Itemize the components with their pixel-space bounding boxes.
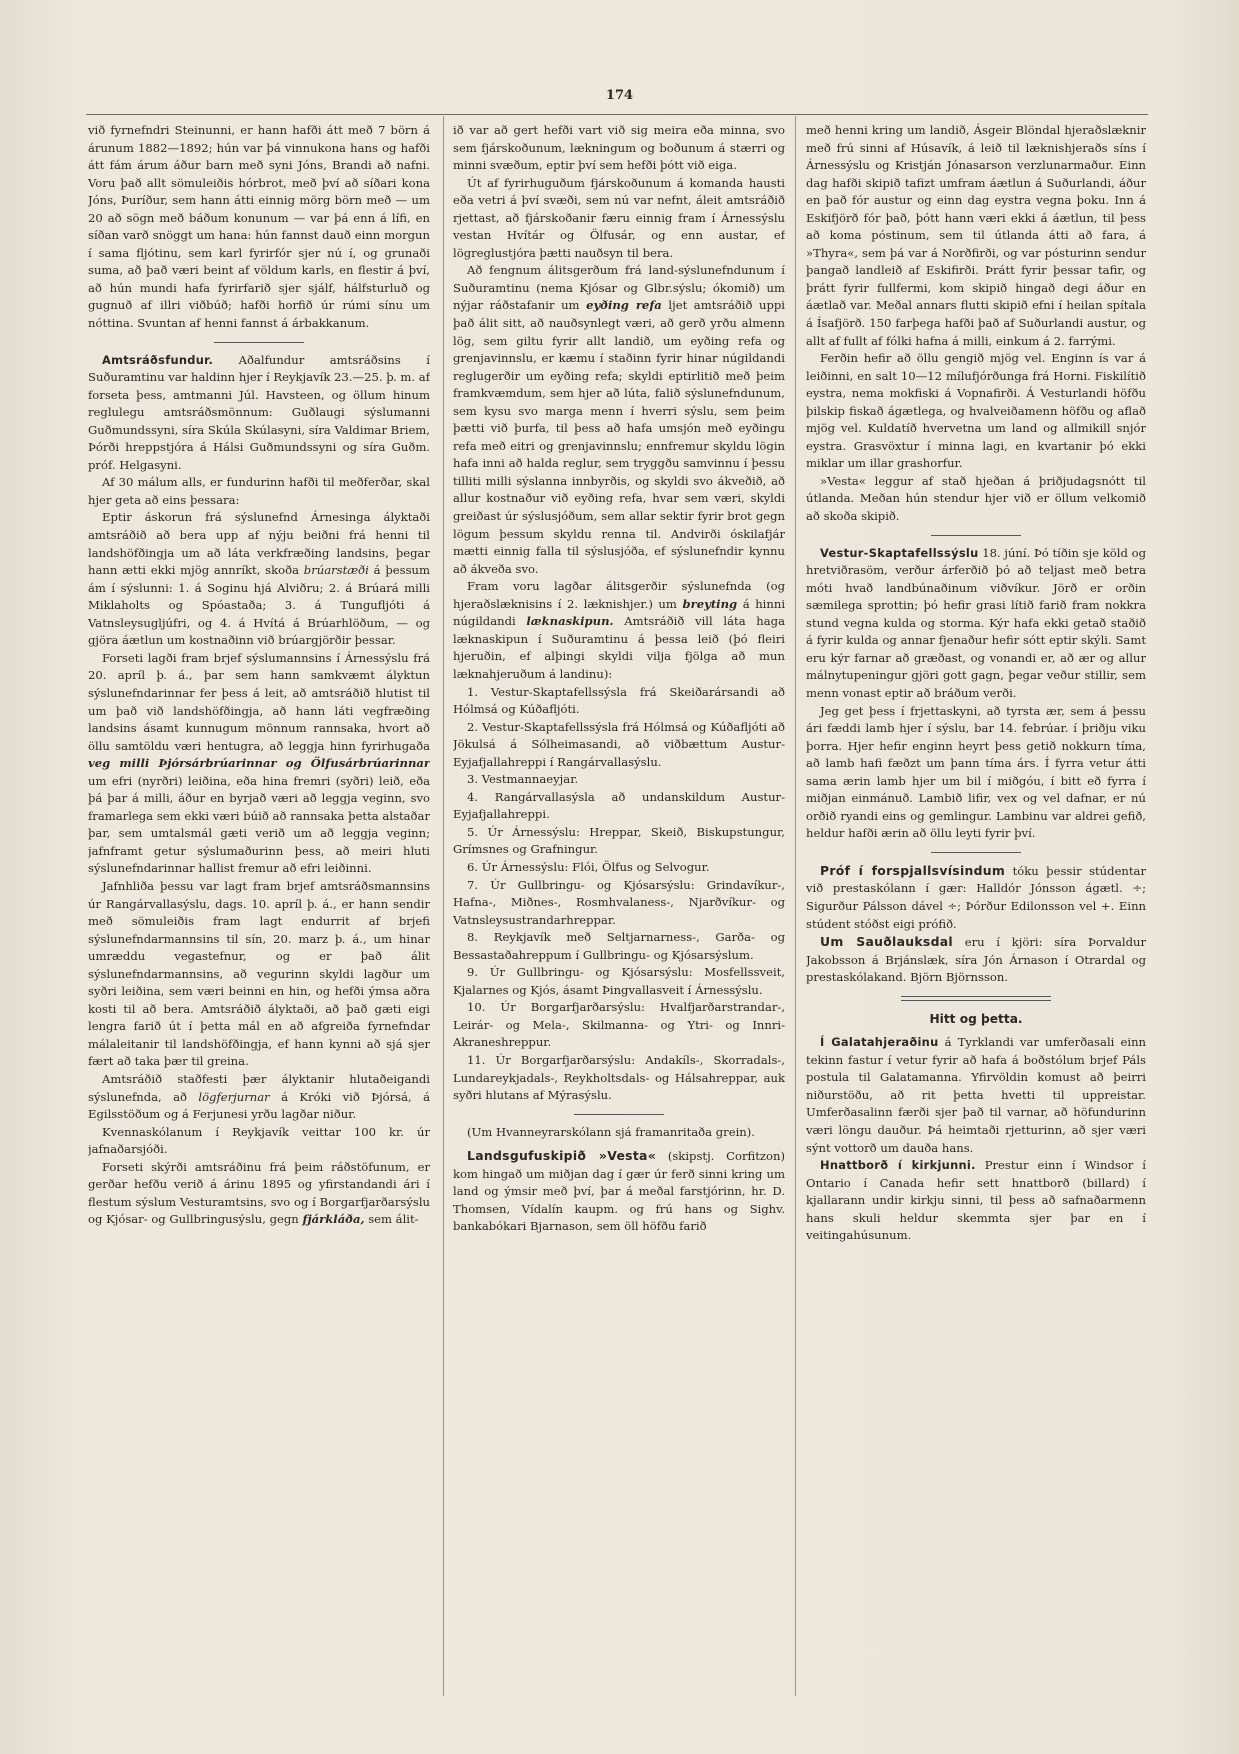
paragraph: Amtsráðið staðfesti þær ályktanir hlutaðeigandi sýslunefnda, að lögferjurnar á Króki við Þjórsá, á Egilsstöðum og á Ferjunesi yrðu lagðar niður. [88,1071,430,1122]
list-item: 9. Úr Gullbringu- og Kjósarsýslu: Mosfellssveit, Kjalarnes og Kjós, ásamt Þingvallasveit í Árnessýslu. [453,965,785,997]
paragraph: Út af fyrirhuguðum fjárskoðunum á komanda hausti eða vetri á því svæði, sem nú var nefnt, áleit amtsráðið rjettast, að fjárskoðanir færu einnig fram í Árnessýslu vestan Hvítár og Ölfusár, og enn austar, ef lögreglustjóra þætti nauðsyn til bera. [453,175,785,260]
paragraph: Af 30 málum alls, er fundurinn hafði til meðferðar, skal hjer geta að eins þessara: [88,475,430,507]
section-heading: Hnattborð í kirkjunni. [820,1158,976,1173]
page-number: 174 [605,88,634,103]
separator [214,342,304,343]
paragraph: »Vesta« leggur af stað hjeðan á þriðjudagsnótt til útlanda. Meðan hún stendur hjer við er öllum velkomið að skoða skipið. [806,473,1146,524]
paragraph: Fram voru lagðar álitsgerðir sýslunefnda (og hjeraðslæknisins í 2. læknishjer.) um breyting á hinni núgildandi læknaskipun. Amtsráðið vill láta haga læknaskipun í Suðuramtinu á þessa leið (þó fleiri hjeruðin, ef alþingi skyldi vilja fjölga að mun læknahjeruðum á landinu): [453,579,785,681]
paragraph: Um Sauðlauksdal eru í kjöri: síra Þorvaldur Jakobsson á Brjánslæk, síra Jón Árnason í Otrardal og prestaskólakand. Björn Björnsson. [806,934,1146,985]
section-heading: Um Sauðlauksdal [820,934,953,950]
section-title: Hitt og þetta. [929,1011,1023,1026]
paragraph: Að fengnum álitsgerðum frá land-sýslunefndunum í Suðuramtinu (nema Kjósar og Glbr.sýslu; ókomið) um nýjar ráðstafanir um eyðing refa ljet amtsráðið uppi það álit sitt, að nauðsynlegt væri, að gerð yrðu almenn lög, sem giltu fyrir allt landið, um eyðing refa og grenjavinnslu, er kæmu í staðinn fyrir hinar núgildandi reglugerðir um eyðing refa; skyldi eptirlitið með þeim framkvæmdum, sem hjer að lúta, falið sýslunefndunum, sem kysu svo marga menn í hverri sýslu, sem þeim þætti við þurfa, til þess að hafa umsjón með eyðingu refa með eitri og grenjavinnslu; ennfremur skyldu lögin hafa inni að halda reglur, sem tryggðu samvinnu í þessu tilliti milli sýslanna innbyrðis, og skyldi svo ákveðið, að allur kostnaður við eyðing refa, hvar sem væri, skyldi greiðast úr sýslusjóðum, sem allar sektir fyrir brot gegn lögum þessum skyldu renna til. Andvirði óskilafjár mætti einnig falla til sýslusjóða, ef sýslunefndir kynnu að ákveða svo. [453,263,785,576]
paragraph: ið var að gert hefði vart við sig meira eða minna, svo sem fjárskoðunum, lækningum og boðunum á stærri og minni svæðum, eptir því sem hefði þótt við eiga. [453,123,785,173]
list-item: 8. Reykjavík með Seltjarnarness-, Garða- og Bessastaðahreppum í Gullbringu- og Kjósarsýslum. [453,930,785,962]
paragraph: (Um Hvanneyrarskólann sjá framanritaða grein). [467,1124,755,1139]
column-1 [88,122,430,1702]
list-item: 4. Rangárvallasýsla að undanskildum Austur-Eyjafjallahreppi. [453,789,785,822]
paragraph: Landsgufuskipið »Vesta« (skipstj. Corfitzon) kom hingað um miðjan dag í gær úr ferð sinni kring um land og ýmsir með því, þar á meðal farstjórinn, hr. D. Thomsen, Vídalín kaupm. og frú hans og Sighv. bankabókari Bjarnason, sem öll höfðu farið [453,1148,785,1234]
paragraph: við fyrnefndri Steinunni, er hann hafði átt með 7 börn á árunum 1882—1892; hún var þá vinnukona hans og hafði átt fám árum áður barn með syni Jóns, Brandi að nafni. Voru það allt sömuleiðis hórbrot, með því að síðari kona Jóns, Þuríður, sem hann átti einnig mörg börn með — um 20 að sögn með báðum konunum — var þá enn á lífi, en síðan varð snöggt um hana: hún fannst dauð einn morgun í sama fljótinu, sem karl fyrirfór sjer nú í, og grunaði suma, að það væri beint af völdum karls, en flestir á því, að hún mundi hafa fyrirfarið sjer sjálf, hálfsturluð og gugnuð af illri viðbúð; hafði horfið úr rúmi sínu um nóttina. Svuntan af henni fannst á árbakkanum. [88,123,430,331]
list-item: 11. Úr Borgarfjarðarsýslu: Andakíls-, Skorradals-, Lundareykjadals-, Reykholtsdals- og Hálsahreppar, auk syðri hlutans af Mýrasýslu. [453,1052,785,1103]
paragraph: Jafnhliða þessu var lagt fram brjef amtsráðsmannsins úr Rangárvallasýslu, dags. 10. apríl þ. á., er hann sendir með sömuleiðis fram lagt endurrit af brjefi sýslunefndarmannsins til sín, 20. marz þ. á., um hinar umræddu vegastefnur, og er það álit sýslunefndarmannsins, að vegurinn skyldi lagður um syðri leiðina, sem væri beinni en hin, og hefði ýmsa aðra kosti til að bera. Amtsráðið ályktaði, að það gæti eigi lengra farið út í þetta mál en að afgreiða fyrnefndar málaleitanir til landshöfðingja, ef hann kynni að sjá sjer fært að taka þær til greina. [88,878,430,1069]
paragraph: Vestur-Skaptafellssýslu 18. júní. Þó tíðin sje köld og hretviðrasöm, verður árferðið þó að teljast með betra móti hvað landbúnaðinum viðvíkur. Jörð er orðin sæmilega sprottin; þó hefir grasi lítið farið fram nokkra stund vegna kulda og storma. Kýr hafa ekki getað staðið á fyrir kulda og annar fjenaður hefir sótt eptir skýli. Samt eru kýr farnar að græðast, og vonandi er, að ær og allur málnytupeningur gjöri gott gagn, þegar veður stillir, sem menn vonast eptir að bráðum verði. [806,545,1146,700]
paragraph: með henni kring um landið, Ásgeir Blöndal hjeraðslæknir með frú sinni af Húsavík, á leið til læknishjeraðs síns í Árnessýslu og Kristján Jónasarson verzlunarmaður. Einn dag hafði skipið tafizt umfram áætlun á Suðurlandi, áður en það fór austur og einn dag eystra vegna þoku. Inn á Eskifjörð fór það, þótt hann væri ekki á áætlun, til þess að koma póstinum, sem til útlanda átti að fara, á »Thyra«, sem þá var á Norðfirði, og var pósturinn sendur þangað landleið af Eskifirði. Þrátt fyrir þessar tafir, og þrátt fyrir fullfermi, kom skipið hingað degi áður en áætlað var. Meðal annars flutti skipið efni í heilan spítala á Ísafjörð. 150 farþega hafði það af Suðurlandi austur, og allt af fullt af fólki hafna á milli, einkum á 2. farrými. [806,123,1146,348]
separator [931,852,1021,853]
paragraph: Forseti lagði fram brjef sýslumannsins í Árnessýslu frá 20. apríl þ. á., þar sem hann samkvæmt ályktun sýslunefndarinnar fer þess á leit, að amtsráðið hlutist til um það við landshöfðingja, að hann láti vegfræðing landsins ásamt kunnugum mönnum rannsaka, hvort að öllu samtöldu væri hentugra, að leggja hinn fyrirhugaða veg milli Þjórsárbrúarinnar og Ölfusárbrúarinnar um efri (nyrðri) leiðina, eða hina fremri (syðri) leið, eða þá þar á milli, áður en byrjað væri að leggja veginn, svo framarlega sem ekki væri búið að rannsaka þetta alstaðar þar, sem umtalsmál gæti verið um að leggja veginn; jafnframt getur sýslumaðurinn þess, að meiri hluti sýslunefndarinnar hallist fremur að efri leiðinni. [88,650,430,876]
section-heading: Amtsráðsfundur. [102,352,214,367]
list-item: 6. Úr Árnessýslu: Flói, Ölfus og Selvogur. [467,859,710,874]
separator [931,535,1021,536]
paragraph: Kvennaskólanum í Reykjavík veittar 100 kr. úr jafnaðarsjóði. [88,1124,430,1157]
list-item: 5. Úr Árnessýslu: Hreppar, Skeið, Biskupstungur, Grímsnes og Grafningur. [453,824,785,857]
column-divider [795,116,796,1696]
paragraph: Amtsráðsfundur. Aðalfundur amtsráðsins í Suðuramtinu var haldinn hjer í Reykjavík 23.—25. þ. m. af forseta þess, amtmanni Júl. Havsteen, og öllum hinum reglulegu amtsráðsmönnum: Guðlaugi sýslumanni Guðmundssyni, síra Skúla Skúlasyni, síra Valdimar Briem, Þórði hreppstjóra á Hálsi Guðmundssyni og síra Guðm. próf. Helgasyni. [88,352,430,472]
section-heading: Próf í forspjallsvísindum [820,862,1006,878]
list-item: 10. Úr Borgarfjarðarsýslu: Hvalfjarðarstrandar-, Leirár- og Mela-, Skilmanna- og Ytri- og Innri- Akraneshreppur. [453,1000,785,1050]
list-item: 7. Úr Gullbringu- og Kjósarsýslu: Grindavíkur-, Hafna-, Miðnes-, Rosmhvalaness-, Njarðvíkur- og Vatnsleysustrandarhreppar. [453,877,785,927]
list-item: 1. Vestur-Skaptafellssýsla frá Skeiðarársandi að Hólmsá og Kúðafljóti. [453,684,785,717]
header-rule [86,114,1148,115]
paragraph: Eptir áskorun frá sýslunefnd Árnesinga ályktaði amtsráðið að bera upp af nýju beiðni frá henni til landshöfðingja um að láta verkfræðing landsins, þegar hann ætti ekki mjög annríkt, skoða brúarstæði á þessum ám í sýslunni: 1. á Soginu hjá Alviðru; 2. á Brúará milli Miklaholts og Spóastaða; 3. á Tungufljóti á Vatnsleysugljúfri, og 4. á Hvítá á Brúarhlöðum, — og gjöra áætlun um kostnaðinn við brúargjörðir þessar. [88,510,430,648]
paragraph: Í Galatahjeraðinu á Tyrklandi var umferðasali einn tekinn fastur í vetur fyrir að hafa á boðstólum brjef Páls postula til Galatamanna. Yfirvöldin komust að þeirri niðurstöðu, að rit þetta hvetti til uppreistar. Umferðasalinn færði sjer það til varnar, að höfundurinn væri löngu dauður. Þá heimtaði rjetturinn, að sjer væri sýnt vottorð um dauða hans. [806,1035,1146,1155]
paragraph: Forseti skýrði amtsráðinu frá þeim ráðstöfunum, er gerðar hefðu verið á árinu 1895 og yfirstandandi ári í flestum sýslum Vesturamtsins, svo og í Borgarfjarðarsýslu og Kjósar- og Gullbringusýslu, gegn fjárkláða, sem álit- [88,1159,430,1227]
paragraph: Ferðin hefir að öllu gengið mjög vel. Enginn ís var á leiðinni, en salt 10—12 mílufjórðunga frá Horni. Fiskilítið eystra, nema mokfiski á Vopnafirði. Á Vesturlandi höfðu þilskip fiskað ágætlega, og hvalveiðamenn höfðu og aflað mjög vel. Kuldatíð hvervetna um land og allmikill snjór eystra. Grasvöxtur í minna lagi, en kvartanir þó ekki miklar um illar grashorfur. [806,351,1146,471]
separator [574,1114,664,1115]
column-divider [443,116,444,1696]
paragraph: Próf í forspjallsvísindum tóku þessir stúdentar við prestaskólann í gær: Halldór Jónsson ágætl. ÷; Sigurður Pálsson dável ÷; Þórður Edilonsson vel +. Einn stúdent stóðst eigi prófið. [806,862,1146,931]
section-heading: Í Galatahjeraðinu [820,1035,939,1050]
list-item: 2. Vestur-Skaptafellssýsla frá Hólmsá og Kúðafljóti að Jökulsá á Sólheimasandi, að viðbættum Austur-Eyjafjallahreppi í Rangárvallasýslu. [453,719,785,769]
column-3 [806,122,1146,1702]
paragraph: Hnattborð í kirkjunni. Prestur einn í Windsor í Ontario í Canada hefir sett hnattborð (billard) í kjallarann undir kirkju sinni, til þess að safnaðarmenn hans skuli heldur skemmta sjer þar en í veitingahúsunum. [806,1158,1146,1243]
section-heading: Landsgufuskipið »Vesta« [467,1148,657,1164]
section-heading: Vestur-Skaptafellssýslu [820,545,979,560]
list-item: 3. Vestmannaeyjar. [467,772,579,787]
column-2 [453,122,785,1702]
paragraph: Jeg get þess í frjettaskyni, að tyrsta ær, sem á þessu ári fæddi lamb hjer í sýslu, bar 14. febrúar. í þriðju viku þorra. Hjer hefir enginn heyrt þess getið nokkurn tíma, að lamb hafi fæðzt um þann tíma árs. Í fyrra vetur átti sama ærin lamb hjer um bil í miðgóu, í bitt eð fyrra í miðjan einmánuð. Lambið lifir, vex og vel dafnar, er nú orðið ryandi eins og gemlingur. Lambinu var aldrei gefið, heldur hafði ærin að öllu leyti fyrir því. [806,703,1146,841]
double-separator [901,996,1051,1001]
